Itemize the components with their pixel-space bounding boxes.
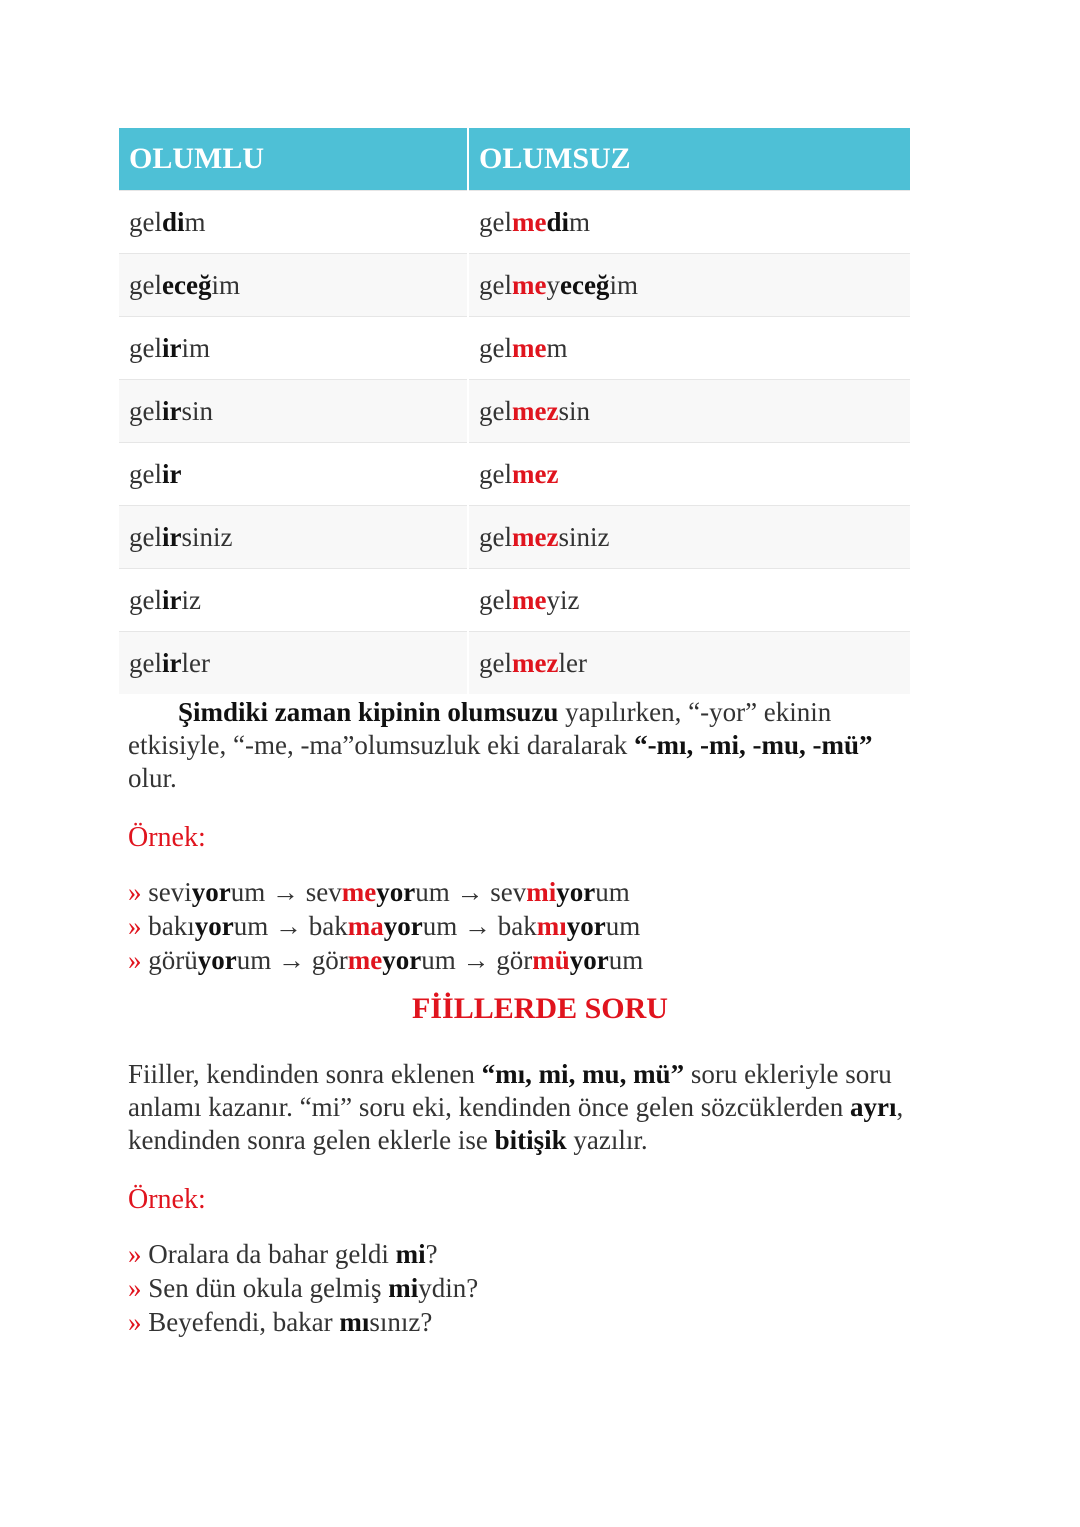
text-segment: gel <box>129 647 162 678</box>
cell-olumlu <box>119 632 468 695</box>
bold-segment: di <box>162 206 185 237</box>
cell-olumsuz <box>468 443 910 506</box>
text-segment: gel <box>129 521 162 552</box>
bold-segment: ir <box>162 647 182 678</box>
text-segment: → <box>456 877 484 907</box>
negation-suffix: me <box>512 332 547 363</box>
text-segment: → <box>272 877 299 907</box>
text-segment: m <box>184 206 206 237</box>
text-segment: gör <box>489 945 533 975</box>
text-segment: siniz <box>558 521 610 552</box>
text-segment: soru ekleriyle soru anlamı kazanır. “mi” soru eki, kendinden önce gelen sözcüklerden <box>128 1059 892 1122</box>
negation-suffix: mez <box>512 521 559 552</box>
table-row <box>119 191 910 254</box>
text-segment: → <box>463 911 491 941</box>
bold-segment: yor <box>197 945 237 975</box>
negation-suffix: mü <box>532 945 570 975</box>
bold-segment: bitişik <box>494 1125 567 1155</box>
text-segment: gel <box>129 584 162 615</box>
text-segment: ydin? <box>418 1273 479 1303</box>
text-segment: im <box>181 332 211 363</box>
text-segment: → <box>278 945 305 975</box>
negation-suffix: me <box>512 584 547 615</box>
list-item <box>128 1305 478 1339</box>
bold-segment: ir <box>162 458 182 489</box>
cell-olumsuz <box>468 317 910 380</box>
bullet-marker: » <box>128 877 149 907</box>
bold-segment: yor <box>569 945 609 975</box>
text-segment: Oralara da bahar geldi <box>148 1239 396 1269</box>
negation-suffix: me <box>341 877 377 907</box>
cell-olumsuz <box>468 506 910 569</box>
text-segment: um <box>421 945 463 975</box>
table-row <box>119 380 910 443</box>
bold-segment: di <box>546 206 570 237</box>
negation-suffix: ma <box>347 911 384 941</box>
list-item <box>128 1237 478 1271</box>
cell-olumsuz <box>468 569 910 632</box>
text-segment: gel <box>129 206 162 237</box>
negation-paragraph <box>128 696 888 795</box>
bold-segment: ir <box>162 584 182 615</box>
bold-segment: yor <box>376 877 416 907</box>
text-segment: gel <box>479 332 512 363</box>
text-segment: sev <box>483 877 527 907</box>
bold-segment: ir <box>162 395 182 426</box>
text-segment: ler <box>181 647 210 678</box>
cell-olumsuz <box>468 380 910 443</box>
text-segment: Beyefendi, bakar <box>148 1307 340 1337</box>
text-segment: um <box>236 945 278 975</box>
table-row <box>119 254 910 317</box>
list-item <box>128 875 643 909</box>
list-item <box>128 909 643 943</box>
bold-segment: mı <box>339 1307 370 1337</box>
text-segment: bakı <box>148 911 195 941</box>
text-segment: um <box>415 877 457 907</box>
negation-suffix: me <box>512 206 547 237</box>
section-title: FİİLLERDE SORU <box>412 992 668 1025</box>
bold-segment: yor <box>383 911 423 941</box>
cell-olumlu <box>119 569 468 632</box>
text-segment: gel <box>129 332 162 363</box>
cell-olumlu <box>119 191 468 254</box>
bullet-marker: » <box>128 1307 149 1337</box>
bold-segment: yor <box>194 911 234 941</box>
text-segment: sev <box>299 877 342 907</box>
table-row <box>119 443 910 506</box>
bold-segment: eceğ <box>162 269 212 300</box>
negation-suffix: mez <box>512 647 559 678</box>
text-segment: sevi <box>148 877 192 907</box>
cell-olumsuz <box>468 254 910 317</box>
text-segment: yapılırken, “-yor” ekinin etkisiyle, “-me, -ma”olumsuzluk eki daralarak <box>128 697 832 760</box>
bold-segment: “-mı, -mi, -mu, -mü” <box>634 730 873 760</box>
text-segment: Sen dün okula gelmiş <box>148 1273 389 1303</box>
bullet-marker: » <box>128 1239 149 1269</box>
cell-olumlu <box>119 506 468 569</box>
negation-suffix: mez <box>512 458 559 489</box>
table-row <box>119 317 910 380</box>
negation-suffix: mi <box>526 877 557 907</box>
example-label-2: Örnek: <box>128 1184 206 1215</box>
negation-example-list <box>128 875 643 977</box>
table-row <box>119 506 910 569</box>
cell-olumlu <box>119 317 468 380</box>
text-segment: sin <box>181 395 214 426</box>
text-segment: um <box>422 911 464 941</box>
text-segment: gel <box>479 269 512 300</box>
text-segment: gel <box>479 584 512 615</box>
text-segment: gel <box>479 395 512 426</box>
bullet-marker: » <box>128 945 149 975</box>
bold-segment: mi <box>395 1239 426 1269</box>
text-segment: olur. <box>128 763 177 793</box>
bold-segment: eceğ <box>559 269 610 300</box>
question-paragraph <box>128 1058 958 1157</box>
text-segment: → <box>275 911 302 941</box>
text-segment: ? <box>425 1239 438 1269</box>
text-segment: bak <box>490 911 537 941</box>
negation-suffix: mı <box>536 911 567 941</box>
text-segment: um <box>608 945 644 975</box>
text-segment: gel <box>479 521 512 552</box>
negation-suffix: me <box>347 945 383 975</box>
bold-segment: “mı, mi, mu, mü” <box>481 1059 685 1089</box>
bullet-marker: » <box>128 911 149 941</box>
text-segment: Fiiller, kendinden sonra eklenen <box>128 1059 482 1089</box>
text-segment: gel <box>129 395 162 426</box>
text-segment: , kendinden sonra gelen eklerle ise <box>128 1092 904 1155</box>
table-row <box>119 632 910 695</box>
negation-suffix: mez <box>512 395 559 426</box>
bold-segment: Şimdiki zaman kipinin olumsuzu <box>178 697 559 727</box>
text-segment: gel <box>479 206 512 237</box>
text-segment: iz <box>181 584 201 615</box>
text-segment: im <box>609 269 638 300</box>
bold-segment: yor <box>191 877 231 907</box>
table-body <box>119 191 910 695</box>
bold-segment: ayrı <box>849 1092 897 1122</box>
header-olumlu: OLUMLU <box>119 128 468 191</box>
text-segment: sin <box>558 395 590 426</box>
text-segment: bak <box>302 911 348 941</box>
bold-segment: ir <box>162 332 182 363</box>
text-segment: yiz <box>546 584 580 615</box>
text-segment: sınız? <box>369 1307 433 1337</box>
text-segment: gel <box>479 647 512 678</box>
bold-segment: ir <box>162 521 182 552</box>
list-item <box>128 943 643 977</box>
bold-segment: yor <box>566 911 606 941</box>
text-segment: um <box>595 877 630 907</box>
cell-olumsuz <box>468 191 910 254</box>
question-example-list <box>128 1237 478 1339</box>
conjugation-table <box>119 128 910 694</box>
list-item <box>128 1271 478 1305</box>
text-segment: siniz <box>181 521 233 552</box>
text-segment: m <box>546 332 568 363</box>
bold-segment: yor <box>556 877 596 907</box>
text-segment: gel <box>129 269 162 300</box>
text-segment: um <box>233 911 275 941</box>
bold-segment: yor <box>382 945 422 975</box>
table-header-row <box>119 128 910 191</box>
bold-segment: mi <box>388 1273 419 1303</box>
cell-olumlu <box>119 254 468 317</box>
text-segment: gör <box>305 945 348 975</box>
text-segment: ler <box>558 647 587 678</box>
example-label-1: Örnek: <box>128 822 206 853</box>
header-olumsuz: OLUMSUZ <box>468 128 910 191</box>
cell-olumlu <box>119 380 468 443</box>
negation-suffix: me <box>512 269 547 300</box>
text-segment: yazılır. <box>566 1125 648 1155</box>
bullet-marker: » <box>128 1273 149 1303</box>
text-segment: um <box>230 877 272 907</box>
text-segment: gel <box>479 458 512 489</box>
cell-olumsuz <box>468 632 910 695</box>
text-segment: um <box>605 911 641 941</box>
text-segment: → <box>462 945 490 975</box>
text-segment: gel <box>129 458 162 489</box>
table-row <box>119 569 910 632</box>
text-segment: y <box>546 269 560 300</box>
text-segment: m <box>569 206 591 237</box>
text-segment: im <box>211 269 240 300</box>
text-segment: görü <box>148 945 198 975</box>
cell-olumlu <box>119 443 468 506</box>
